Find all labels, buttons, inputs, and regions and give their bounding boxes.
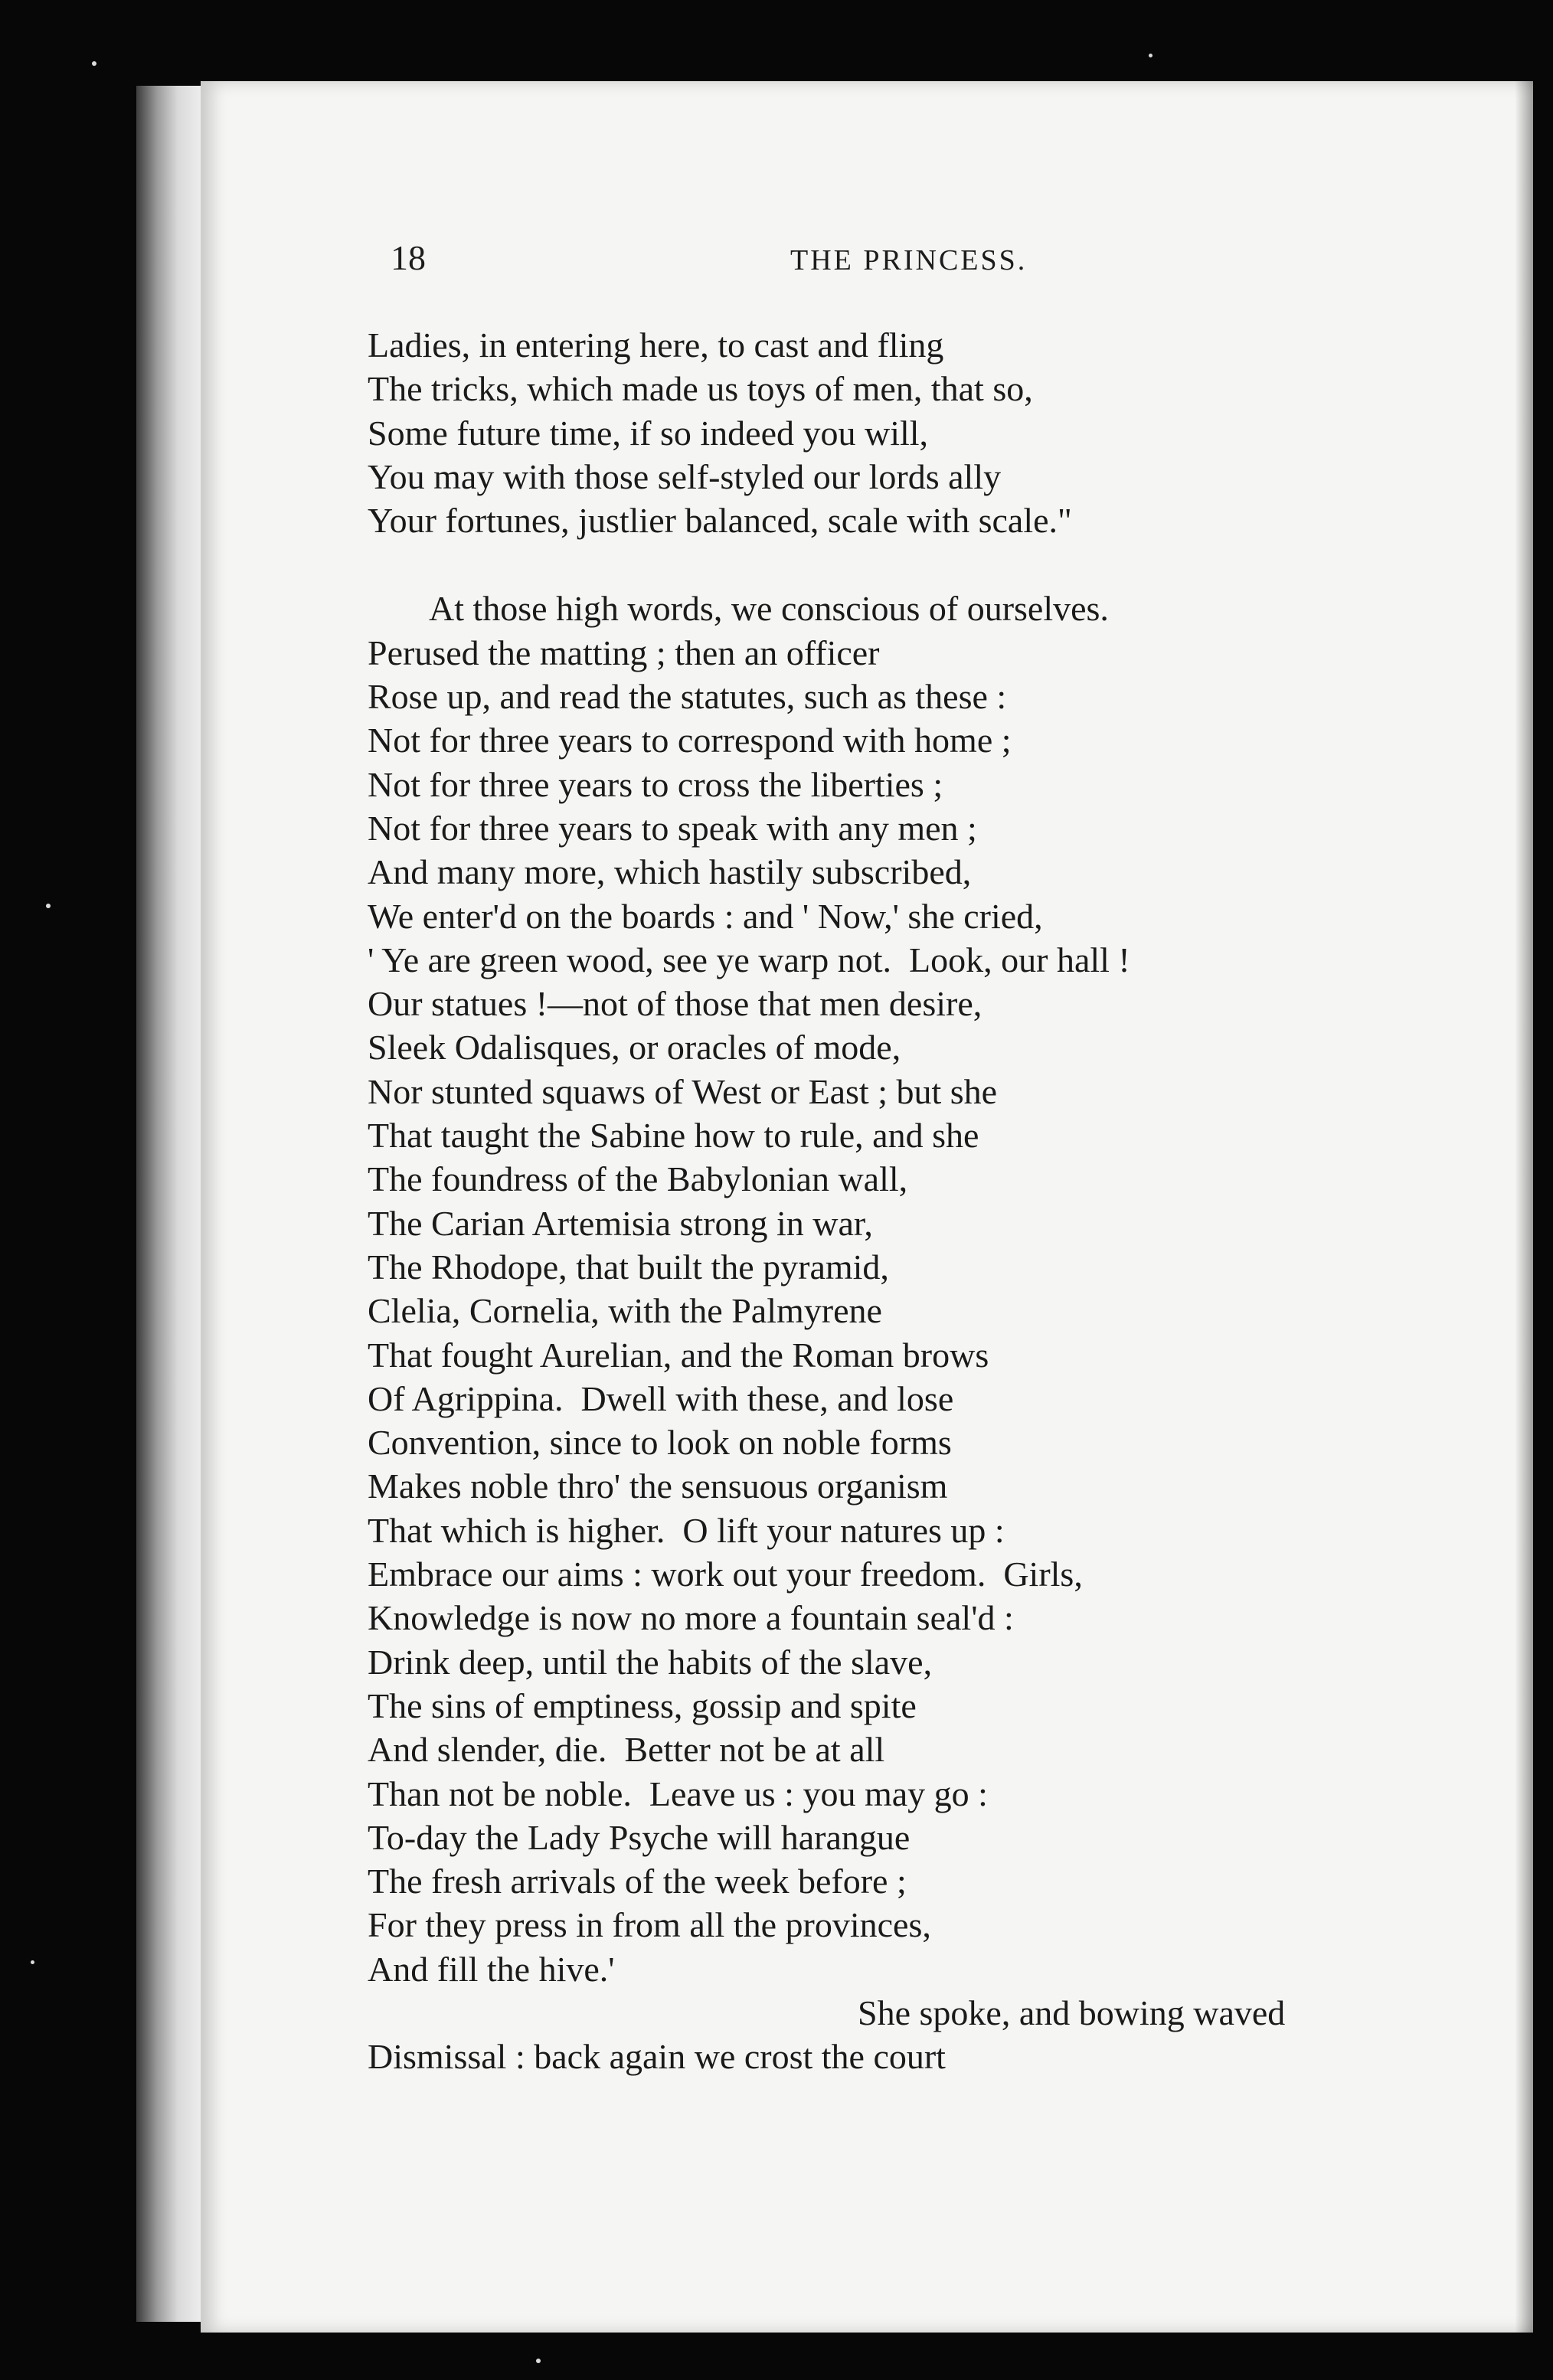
verse-line: The Rhodope, that built the pyramid, (368, 1247, 889, 1286)
verse-line: Ladies, in entering here, to cast and fling (368, 325, 944, 365)
verse-line: Not for three years to cross the liberties ; (368, 764, 943, 804)
verse-line: Clelia, Cornelia, with the Palmyrene (368, 1291, 882, 1331)
verse-line: Not for three years to speak with any men ; (368, 808, 977, 848)
verse-line: Some future time, if so indeed you will, (368, 413, 929, 453)
verse-line: ' Ye are green wood, see ye warp not. Look, our hall ! (368, 940, 1130, 979)
verse-line: Your fortunes, justlier balanced, scale with scale." (368, 501, 1072, 541)
poem-text (368, 323, 1440, 2079)
dust-speck (46, 904, 51, 908)
dust-speck (31, 1960, 34, 1964)
book-gutter (136, 86, 205, 2322)
page-header (391, 237, 1386, 283)
verse-line: For they press in from all the provinces, (368, 1905, 931, 1945)
verse-line: Rose up, and read the statutes, such as these : (368, 677, 1007, 717)
verse-line: The fresh arrivals of the week before ; (368, 1862, 907, 1901)
verse-line: Of Agrippina. Dwell with these, and lose (368, 1378, 954, 1418)
dust-speck (92, 61, 96, 66)
verse-line: And many more, which hastily subscribed, (368, 852, 972, 892)
verse-line: The tricks, which made us toys of men, that so, (368, 369, 1033, 409)
dust-speck (1149, 54, 1152, 57)
verse-line: That which is higher. O lift your natures up : (368, 1510, 1005, 1550)
verse-line: That taught the Sabine how to rule, and she (368, 1116, 979, 1156)
verse-line: Embrace our aims : work out your freedom. Girls, (368, 1555, 1083, 1594)
verse-line: Not for three years to correspond with home ; (368, 721, 1012, 760)
verse-line: That fought Aurelian, and the Roman brows (368, 1335, 989, 1375)
verse-line: You may with those self-styled our lords ally (368, 456, 1002, 496)
verse-line: Perused the matting ; then an officer (368, 633, 880, 672)
verse-line: Drink deep, until the habits of the slave, (368, 1642, 933, 1682)
verse-line: Nor stunted squaws of West or East ; but she (368, 1071, 998, 1111)
verse-line: And slender, die. Better not be at all (368, 1730, 885, 1770)
page-number: 18 (391, 238, 426, 277)
verse-line: Dismissal : back again we crost the court (368, 2037, 946, 2077)
verse-line: Than not be noble. Leave us : you may go : (368, 1774, 988, 1813)
verse-line: Knowledge is now no more a fountain seal'd : (368, 1598, 1014, 1638)
dust-speck (536, 2359, 541, 2363)
running-title: THE PRINCESS. (790, 244, 1028, 276)
stanza-break (368, 542, 1440, 587)
verse-line: Our statues !—not of those that men desire, (368, 984, 982, 1024)
verse-line: The sins of emptiness, gossip and spite (368, 1685, 917, 1725)
verse-line: Makes noble thro' the sensuous organism (368, 1466, 948, 1506)
verse-line: At those high words, we conscious of ourselves. (429, 589, 1109, 629)
verse-line: We enter'd on the boards : and ' Now,' she cried, (368, 896, 1043, 936)
verse-line: Sleek Odalisques, or oracles of mode, (368, 1028, 901, 1067)
verse-line: And fill the hive.' (368, 1949, 615, 1989)
verse-line-continued: She spoke, and bowing waved (858, 1993, 1286, 2032)
verse-line: Convention, since to look on noble forms (368, 1423, 952, 1463)
verse-line: To-day the Lady Psyche will harangue (368, 1817, 911, 1857)
verse-line: The Carian Artemisia strong in war, (368, 1203, 873, 1243)
verse-line: The foundress of the Babylonian wall, (368, 1159, 908, 1199)
